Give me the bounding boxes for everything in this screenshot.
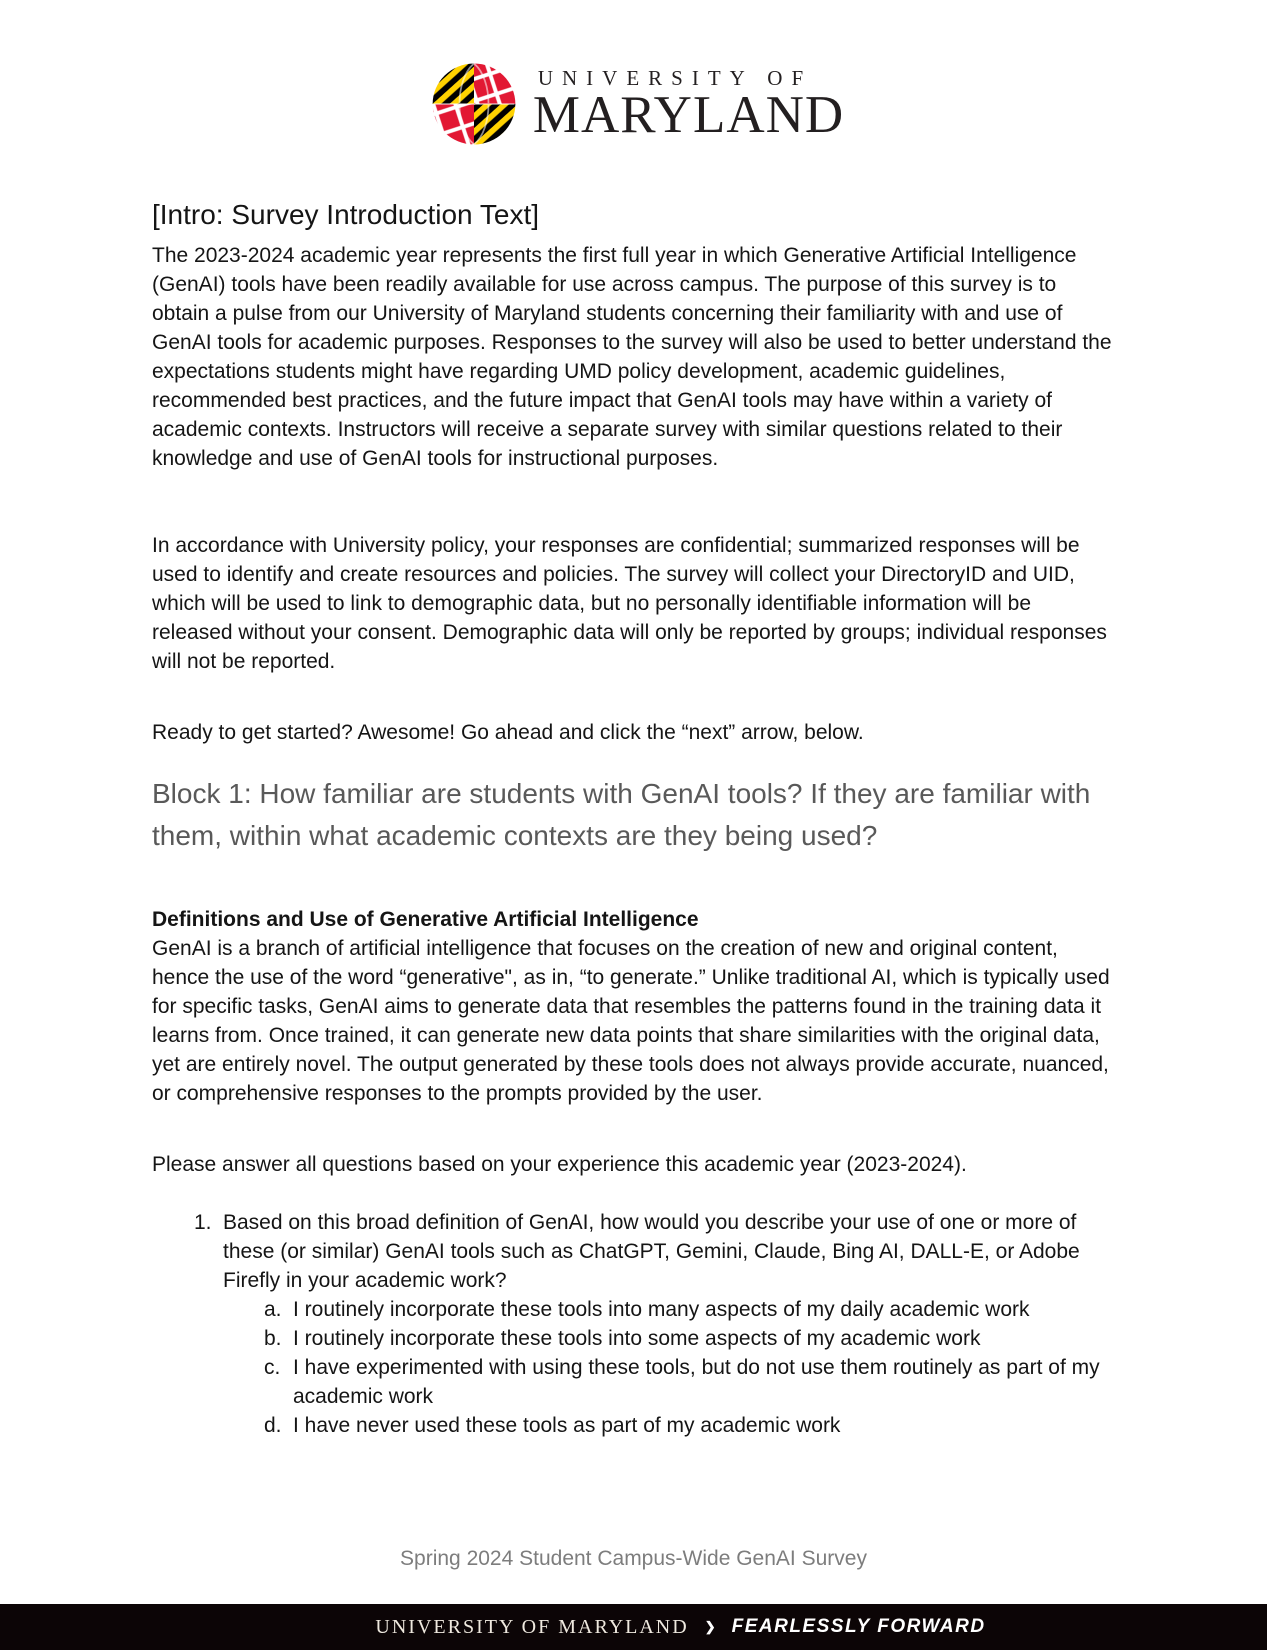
block1-heading: Block 1: How familiar are students with GenAI tools? If they are familiar with them, within what academic contexts are they being used? (152, 778, 1091, 851)
brand-footer-lockup (375, 1616, 985, 1639)
option-d-letter: d. (264, 1414, 282, 1437)
page-footer-title: Spring 2024 Student Campus-Wide GenAI Survey (400, 1547, 867, 1570)
umd-logo (0, 0, 1267, 148)
intro-paragraph-2: In accordance with University policy, your responses are confidential; summarized responses will be used to identify and create resources and policies. The survey will collect your DirectoryID and UID, which will be used to link to demographic data, but no personally identifiable information will be released without your consent. Demographic data will only be reported by groups; individual responses will not be reported. (152, 534, 1107, 673)
option-b-text: I routinely incorporate these tools into some aspects of my academic work (293, 1327, 981, 1350)
question-1-option-b (264, 1324, 1117, 1353)
maryland-globe-icon (423, 60, 525, 148)
intro-section-title: [Intro: Survey Introduction Text] (152, 199, 540, 230)
chevron-right-icon: ❯ (704, 1619, 716, 1634)
umd-wordmark (533, 66, 844, 142)
footer-slogan: FEARLESSLY FORWARD (731, 1616, 986, 1637)
option-c-text: I have experimented with using these tools, but do not use them routinely as part of my academic work (293, 1356, 1100, 1408)
option-c-letter: c. (264, 1356, 281, 1379)
option-a-text: I routinely incorporate these tools into many aspects of my daily academic work (293, 1298, 1030, 1321)
survey-document-body (0, 198, 1267, 1440)
question-1-option-c (264, 1353, 1117, 1411)
question-1-option-d (264, 1411, 1117, 1440)
footer-university-name: UNIVERSITY OF MARYLAND (375, 1615, 689, 1638)
option-b-letter: b. (264, 1327, 282, 1350)
intro-paragraph-3: Ready to get started? Awesome! Go ahead and click the “next” arrow, below. (152, 721, 864, 744)
intro-paragraph-1: The 2023-2024 academic year represents the first full year in which Generative Artificial Intelligence (GenAI) tools have been readily available for use across campus. The purpose of this survey is to obtain a pulse from our University of Maryland students concerning their familiarity with and use of GenAI tools for academic purposes. Responses to the survey will also be used to better understand the expectations students might have regarding UMD policy development, academic guidelines, recommended best practices, and the future impact that GenAI tools may have within a variety of academic contexts. Instructors will receive a separate survey with similar questions related to their knowledge and use of GenAI tools for instructional purposes. (152, 244, 1112, 470)
option-a-letter: a. (264, 1298, 282, 1321)
question-1-text: Based on this broad definition of GenAI, how would you describe your use of one or more of these (or similar) GenAI tools such as ChatGPT, Gemini, Claude, Bing AI, DALL-E, or Adobe Firefly in your academic work? (223, 1211, 1080, 1292)
definitions-paragraph: GenAI is a branch of artificial intelligence that focuses on the creation of new and original content, hence the use of the word “generative", as in, “to generate.” Unlike traditional AI, which is typically used for specific tasks, GenAI aims to generate data that resembles the patterns found in the training data it learns from. Once trained, it can generate new data points that share similarities with the original data, yet are entirely novel. The output generated by these tools does not always provide accurate, nuanced, or comprehensive responses to the prompts provided by the user. (152, 937, 1110, 1105)
definitions-heading: Definitions and Use of Generative Artificial Intelligence (152, 908, 699, 931)
question-1-number: 1. (194, 1211, 212, 1234)
brand-footer-bar (0, 1604, 1267, 1650)
question-list (152, 1208, 1117, 1440)
instruction-note: Please answer all questions based on your experience this academic year (2023-2024). (152, 1153, 967, 1176)
wordmark-university-of: UNIVERSITY OF (537, 65, 813, 90)
question-1-option-a (264, 1295, 1117, 1324)
option-d-text: I have never used these tools as part of my academic work (293, 1414, 841, 1437)
question-1 (194, 1208, 1117, 1295)
wordmark-maryland: MARYLAND (532, 85, 845, 144)
